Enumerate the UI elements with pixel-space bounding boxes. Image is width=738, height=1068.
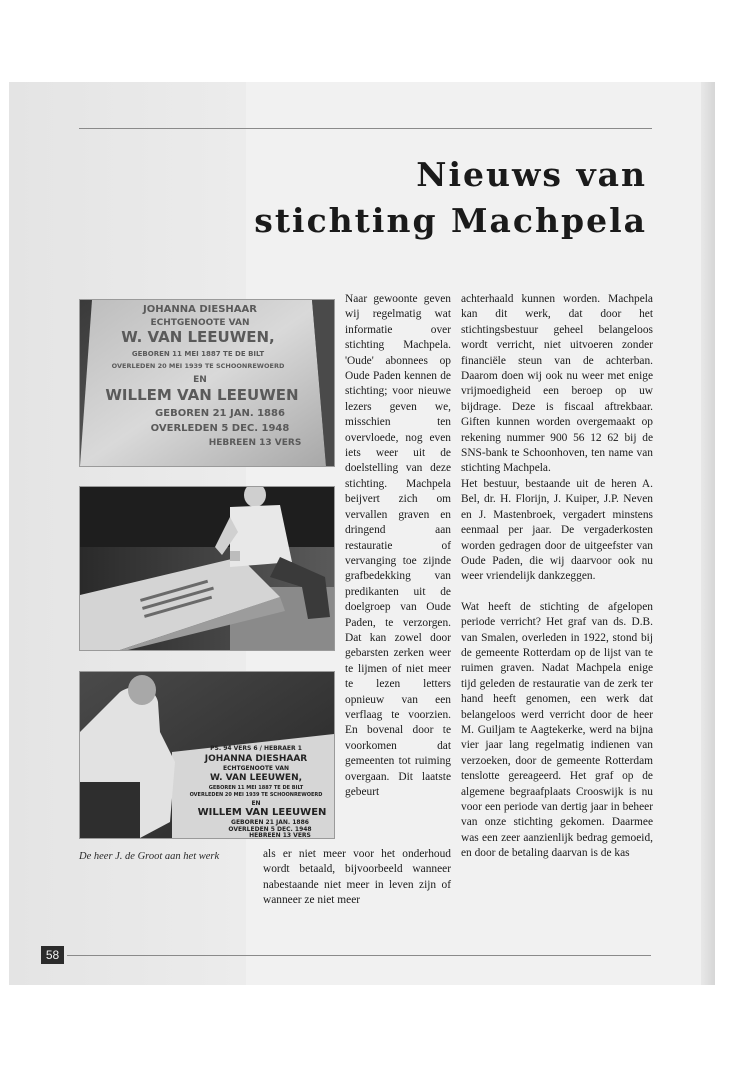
activities-paragraph: Wat heeft de stichting de afgelopen periode verricht? Het graf van ds. D.B. van Smalen, overleden in 1922, stond bij de gemeente Rotterdam op de lijst van te ruimen graven. Nadat Machpela enige tijd geleden de restauratie van de zerk ter hand heeft genomen, een werk dat belangeloos werd verricht door de heer M. Guiljam te Aagtekerke, werd na bijna vier jaar lang regelmatig indienen van verzoeken, door de gemeente Rotterdam tenslotte gereageerd. Het graf op de algemene begraafplaats Crooswijk is nu voor een periode van dertig jaar in beheer van onze stichting gekomen. Daarmee was een zeer aanzienlijk bedrag gemoeid, en door de betaling daarvan is de kas: [461, 600, 653, 860]
article-title: [254, 152, 647, 244]
page-number: 58: [41, 946, 64, 964]
article-column-1: [345, 292, 451, 800]
slab-text-6: OVERLEDEN 20 MEI 1939 TE SCHOONREWOERD: [189, 792, 323, 798]
slab-text-3: ECHTGENOOTE VAN: [222, 765, 290, 772]
title-line-2: stichting Machpela: [254, 201, 647, 240]
stone-text-2: ECHTGENOOTE VAN: [150, 318, 250, 328]
page-edge: [701, 82, 715, 985]
stone-text-6: EN: [193, 375, 207, 385]
bottom-rule: [67, 955, 651, 956]
slab-text-1: PS. 94 VERS 6 / HEBRAER 1: [210, 745, 302, 752]
stone-text-4: GEBOREN 11 MEI 1887 TE DE BILT: [131, 350, 265, 358]
slab-text-8: WILLEM VAN LEEUWEN: [197, 807, 327, 818]
photo-man-at-stone: [79, 671, 335, 839]
article-column-2: [461, 292, 653, 862]
photo-man-working: [79, 486, 335, 651]
magazine-page: [9, 82, 715, 985]
stone-text-8: GEBOREN 21 JAN. 1886: [155, 408, 285, 419]
title-line-1: Nieuws van: [416, 155, 647, 194]
slab-text-2: JOHANNA DIESHAAR: [204, 754, 308, 764]
stone-text-7: WILLEM VAN LEEUWEN: [105, 386, 299, 404]
slab-text-10: OVERLEDEN 5 DEC. 1948: [228, 826, 312, 833]
slab-text-9: GEBOREN 21 JAN. 1886: [231, 819, 309, 826]
slab-text-5: GEBOREN 11 MEI 1887 TE DE BILT: [208, 785, 304, 791]
slab-text-7: EN: [251, 800, 261, 807]
slab-text-11: HEBREEN 13 VERS: [249, 832, 311, 838]
slab-text-4: W. VAN LEEUWEN,: [209, 773, 303, 783]
photo-caption: De heer J. de Groot aan het werk: [79, 851, 220, 862]
intro-paragraph: Naar gewoonte geven wij regelmatig wat informatie over stichting Machpela. 'Oude' abonnees op Oude Paden kennen de stichting; voor nieuwe lezers geven we, misschien ten overvloede, nog even iets weer uit de doelstelling van deze stichting. Machpela beijvert zich om vervallen graven en dringend aan restauratie of vervanging toe zijnde grafbedekking van predikanten uit de doelgroep van Oude Paden, te verzorgen. Dat kan zowel door gebarsten zerken weer te lijmen of niet meer te lezen letters opnieuw van een verflaag te voorzien. En bovenal door te voorkomen dat gemeenten tot ruiming overgaan. Dit laatste gebeurt: [345, 293, 451, 798]
stone-text-5: OVERLEDEN 20 MEI 1939 TE SCHOONREWOERD: [111, 362, 285, 370]
stone-text-3: W. VAN LEEUWEN,: [121, 328, 275, 346]
donation-paragraph: achterhaald kunnen worden. Machpela kan dit werk, dat door het stichtingsbestuur geheel belangeloos wordt verricht, niet uitvoeren zonder financiële steun van de achterban. Daarom doen wij ook nu weer met enige vrijmoedigheid een beroep op uw bijdrage. Deze is fiscaal aftrekbaar. Giften kunnen worden overgemaakt op rekening nummer 900 56 12 62 bij de SNS-bank te Schoonhoven, ten name van stichting Machpela.: [461, 293, 653, 475]
intro-paragraph-continued: als er niet meer voor het onderhoud wordt betaald, bijvoorbeeld wanneer nabestaande niet meer in leven zijn of wanneer ze niet meer: [263, 848, 451, 907]
top-rule: [79, 128, 652, 129]
stone-text-10: HEBREEN 13 VERS: [208, 438, 302, 448]
stone-text-9: OVERLEDEN 5 DEC. 1948: [150, 423, 290, 434]
stone-text-1: JOHANNA DIESHAAR: [143, 304, 257, 315]
board-paragraph: Het bestuur, bestaande uit de heren A. Bel, dr. H. Florijn, J. Kuiper, J.P. Neven en J. Mastenbroek, vergadert minstens eenmaal per jaar. De vergaderkosten worden gedragen door de uitgeefster van Oude Paden, die wij daarvoor ook nu weer vriendelijk dankzeggen.: [461, 477, 653, 583]
article-column-1-continued: [263, 847, 451, 909]
photo-gravestone: [79, 299, 335, 467]
